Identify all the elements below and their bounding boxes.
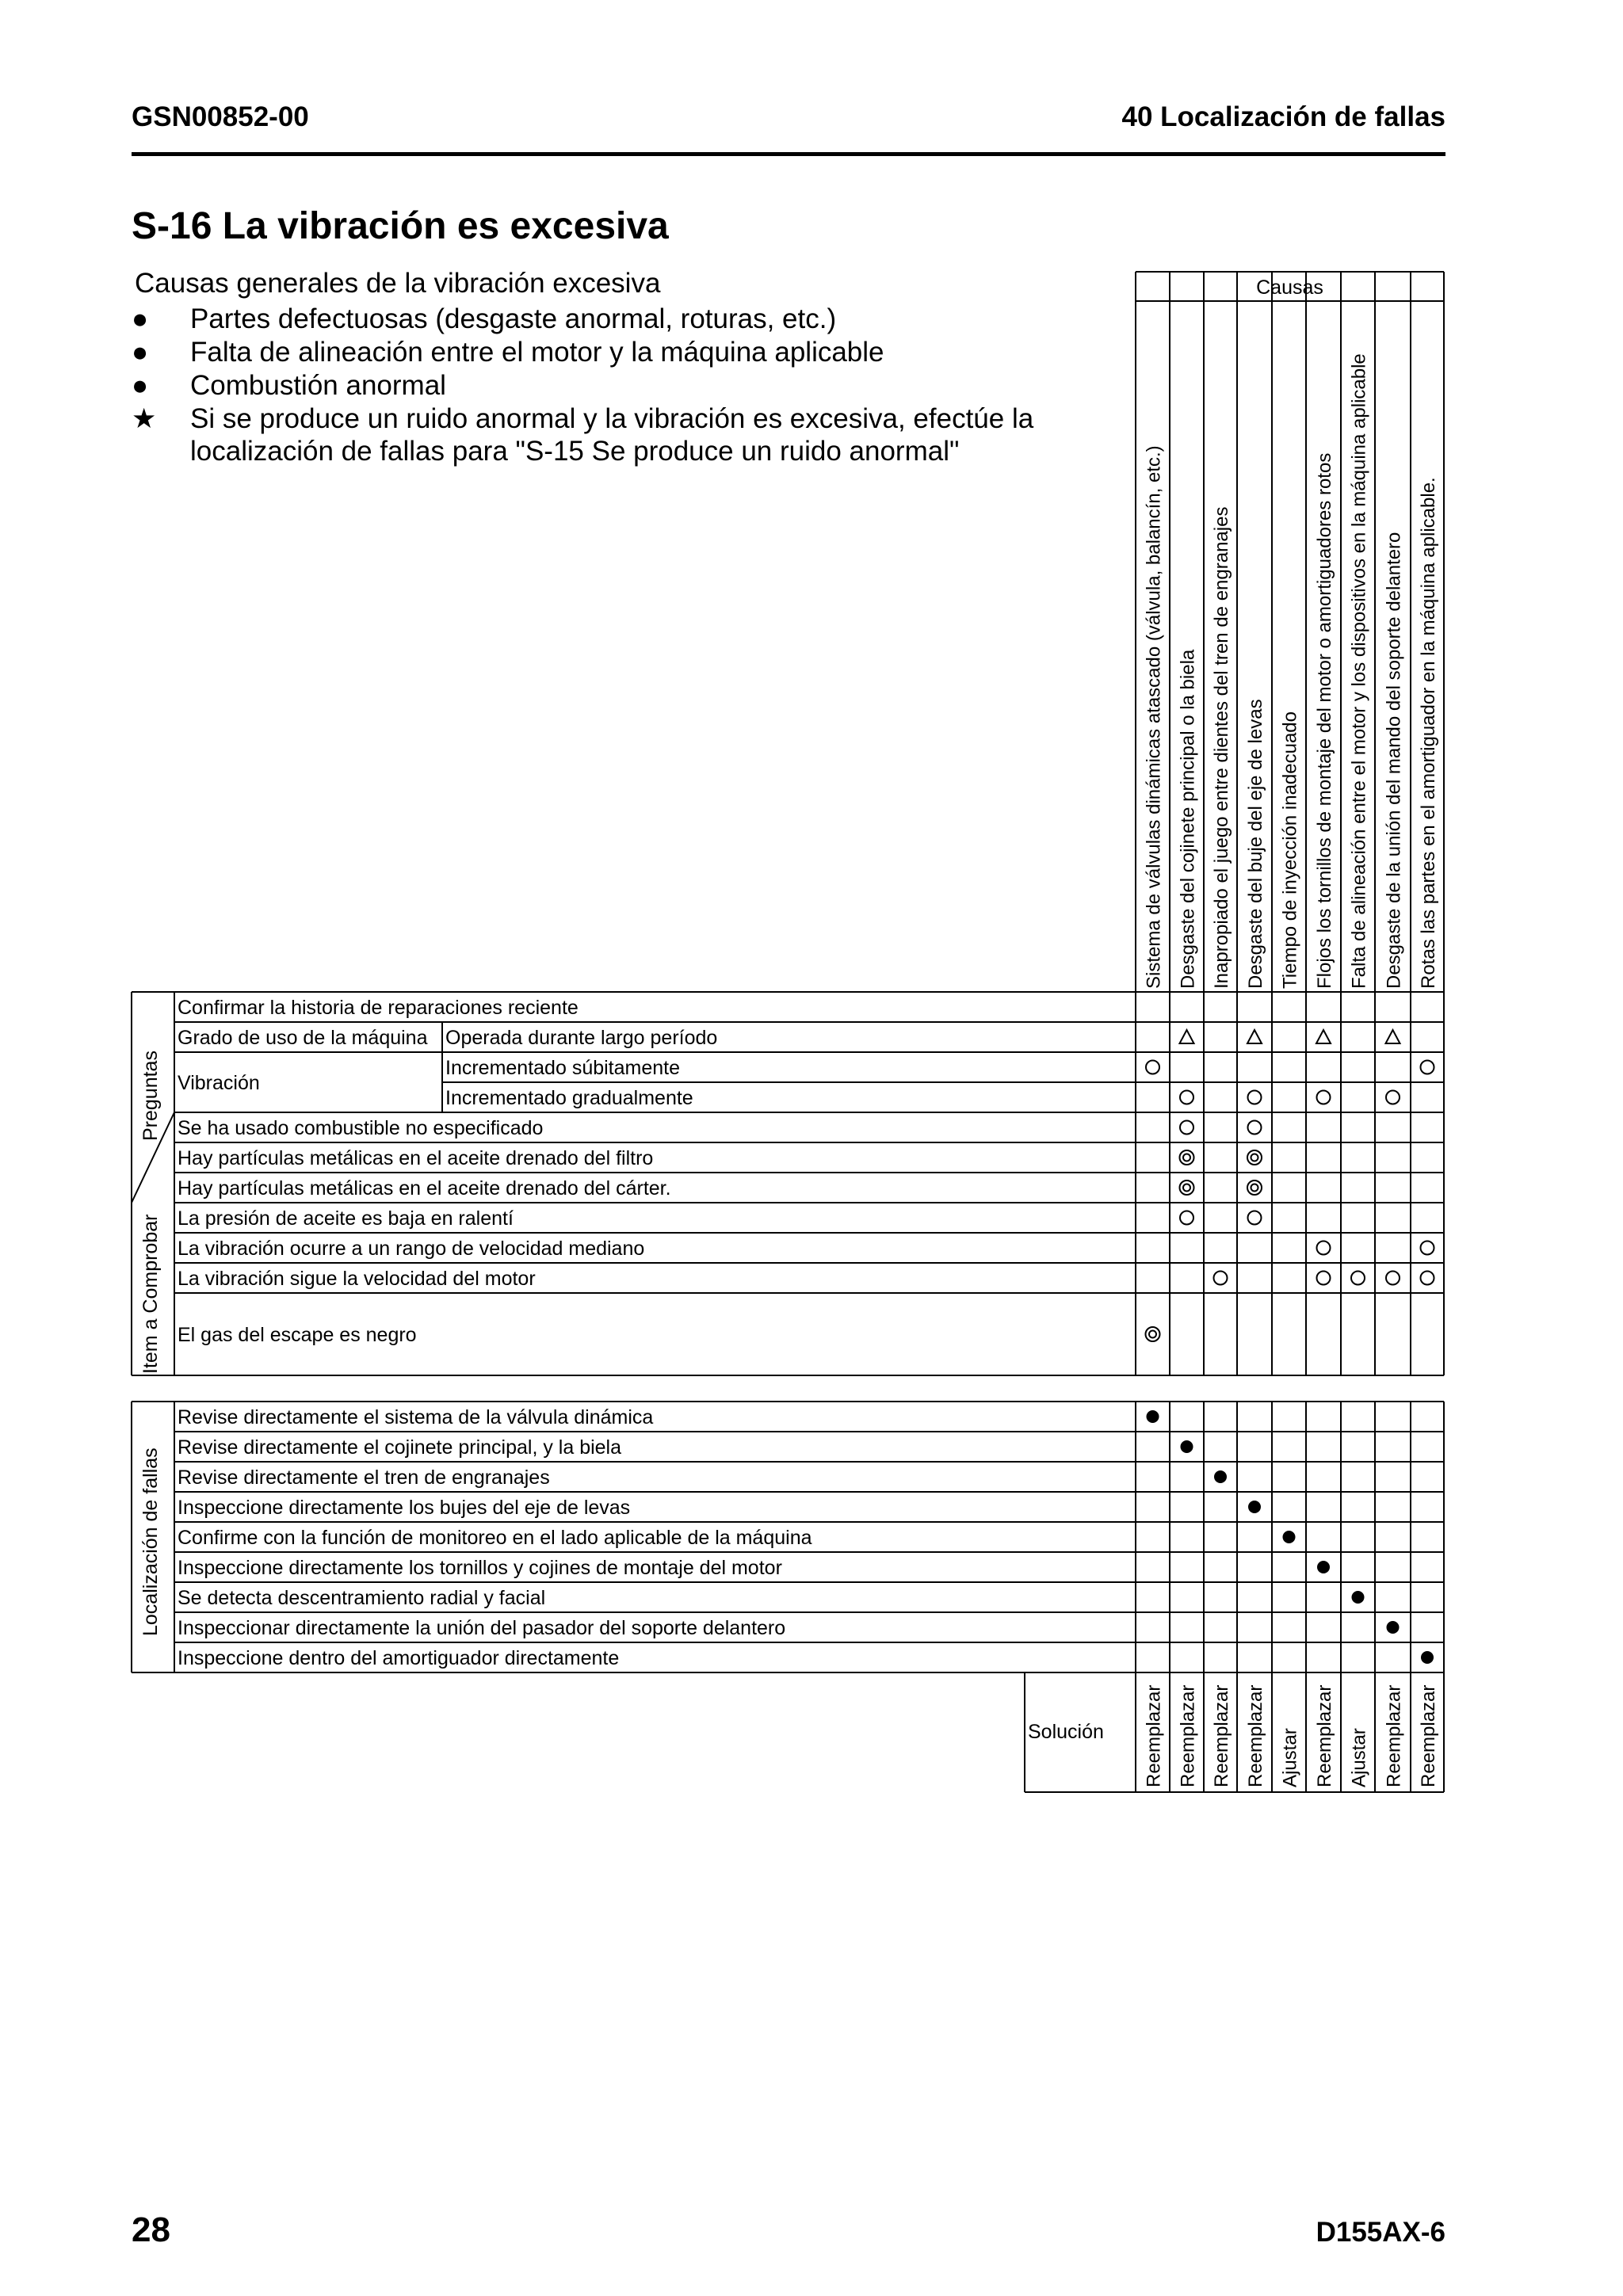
question-text: Vibración — [178, 1072, 260, 1094]
action-text: Inspeccione directamente los bujes del eje de levas — [178, 1497, 631, 1519]
circle-mark — [1214, 1272, 1228, 1285]
star-icon: ★ — [132, 403, 157, 434]
solid-dot-mark — [1421, 1651, 1434, 1664]
double-circle-mark — [1247, 1180, 1262, 1195]
question-subtext: Incrementado súbitamente — [445, 1057, 681, 1079]
solution-text: Reemplazar — [1143, 1684, 1165, 1787]
circle-mark — [1248, 1091, 1262, 1104]
page-number: 28 — [132, 2210, 170, 2249]
bullet-icon: ● — [132, 337, 149, 368]
double-circle-mark — [1247, 1150, 1262, 1165]
solution-text: Reemplazar — [1177, 1684, 1199, 1787]
circle-mark — [1180, 1121, 1193, 1135]
causes-header: Causas — [1256, 277, 1323, 299]
question-text: La vibración ocurre a un rango de velocidad mediano — [178, 1238, 645, 1260]
page-title: S-16 La vibración es excesiva — [132, 205, 669, 247]
question-text: Se ha usado combustible no especificado — [178, 1117, 544, 1139]
circle-mark — [1146, 1061, 1159, 1074]
cause-label: Inapropiado el juego entre dientes del tren de engranajes — [1211, 506, 1232, 989]
cause-label: Desgaste de la unión del mando del soporte delantero — [1383, 532, 1405, 989]
question-text: La presión de aceite es baja en ralentí — [178, 1207, 514, 1230]
troubleshoot-label: Localización de fallas — [139, 1447, 162, 1636]
cause-label: Tiempo de inyección inadecuado — [1279, 711, 1301, 989]
check-items-label: Item a Comprobar — [139, 1214, 162, 1374]
document-id: GSN00852-00 — [132, 101, 309, 132]
circle-mark — [1317, 1272, 1331, 1285]
action-text: Revise directamente el cojinete principal, y la biela — [178, 1436, 622, 1459]
action-text: Confirme con la función de monitoreo en el lado aplicable de la máquina — [178, 1527, 812, 1549]
double-circle-mark — [1180, 1150, 1194, 1165]
cause-label: Rotas las partes en el amortiguador en la máquina aplicable. — [1418, 477, 1439, 989]
circle-mark — [1421, 1272, 1434, 1285]
circle-mark — [1421, 1061, 1434, 1074]
cause-label: Sistema de válvulas dinámicas atascado (válvula, balancín, etc.) — [1143, 445, 1165, 989]
section-title: 40 Localización de fallas — [1121, 101, 1445, 132]
cause-label: Desgaste del buje del eje de levas — [1245, 699, 1266, 989]
double-circle-inner — [1251, 1154, 1258, 1161]
bullet-text: Combustión anormal — [190, 370, 446, 401]
solid-dot-mark — [1352, 1591, 1365, 1604]
solid-dot-mark — [1214, 1470, 1227, 1483]
bullet-text: Partes defectuosas (desgaste anormal, roturas, etc.) — [190, 303, 837, 334]
bullet-icon: ● — [132, 370, 149, 401]
double-circle-mark — [1180, 1180, 1194, 1195]
solution-text: Reemplazar — [1383, 1684, 1405, 1787]
action-text: Inspeccione directamente los tornillos y cojines de montaje del motor — [178, 1557, 782, 1579]
solid-dot-mark — [1147, 1410, 1159, 1423]
cause-label: Desgaste del cojinete principal o la biela — [1177, 649, 1199, 989]
question-subtext: Incrementado gradualmente — [445, 1087, 693, 1109]
triangle-mark — [1316, 1030, 1331, 1043]
cause-label: Falta de alineación entre el motor y los dispositivos en la máquina aplicable — [1348, 353, 1370, 989]
question-text: Hay partículas metálicas en el aceite drenado del cárter. — [178, 1177, 671, 1199]
circle-mark — [1180, 1091, 1193, 1104]
triangle-mark — [1386, 1030, 1400, 1043]
bullet-text: Si se produce un ruido anormal y la vibración es excesiva, efectúe la localización de fallas para "S-15 Se produce un ruido anormal" — [190, 403, 1034, 467]
circle-mark — [1351, 1272, 1365, 1285]
solid-dot-mark — [1181, 1440, 1193, 1453]
triangle-mark — [1247, 1030, 1262, 1043]
question-text: Grado de uso de la máquina — [178, 1027, 428, 1049]
solution-text: Reemplazar — [1245, 1684, 1266, 1787]
double-circle-inner — [1183, 1184, 1190, 1192]
circle-mark — [1248, 1121, 1262, 1135]
intro-heading: Causas generales de la vibración excesiva — [135, 268, 661, 299]
solution-text: Reemplazar — [1211, 1684, 1232, 1787]
cause-label: Flojos los tornillos de montaje del motor o amortiguadores rotos — [1314, 452, 1335, 989]
solid-dot-mark — [1248, 1501, 1261, 1513]
questions-label: Preguntas — [139, 1051, 162, 1141]
model-code: D155AX-6 — [1316, 2217, 1445, 2248]
bullet-icon: ● — [132, 303, 149, 334]
circle-mark — [1386, 1272, 1400, 1285]
double-circle-mark — [1146, 1327, 1160, 1341]
action-text: Revise directamente el tren de engranajes — [178, 1466, 550, 1489]
solution-label: Solución — [1028, 1721, 1104, 1743]
solution-text: Ajustar — [1279, 1728, 1301, 1787]
double-circle-inner — [1251, 1184, 1258, 1192]
circle-mark — [1317, 1091, 1331, 1104]
solid-dot-mark — [1283, 1531, 1296, 1543]
action-text: Inspeccionar directamente la unión del pasador del soporte delantero — [178, 1617, 786, 1639]
question-subtext: Operada durante largo período — [445, 1027, 718, 1049]
action-text: Revise directamente el sistema de la válvula dinámica — [178, 1406, 654, 1428]
solid-dot-mark — [1387, 1621, 1400, 1634]
solution-text: Reemplazar — [1418, 1684, 1439, 1787]
solution-text: Reemplazar — [1314, 1684, 1335, 1787]
triangle-mark — [1180, 1030, 1194, 1043]
circle-mark — [1317, 1241, 1331, 1255]
action-text: Inspeccione dentro del amortiguador directamente — [178, 1647, 620, 1669]
question-text: El gas del escape es negro — [178, 1324, 417, 1346]
double-circle-inner — [1149, 1331, 1156, 1338]
circle-mark — [1386, 1091, 1400, 1104]
circle-mark — [1248, 1211, 1262, 1225]
action-text: Se detecta descentramiento radial y facial — [178, 1587, 546, 1609]
bullet-text: Falta de alineación entre el motor y la máquina aplicable — [190, 337, 884, 368]
question-text: Hay partículas metálicas en el aceite drenado del filtro — [178, 1147, 654, 1169]
question-text: La vibración sigue la velocidad del motor — [178, 1268, 536, 1290]
solid-dot-mark — [1317, 1561, 1330, 1573]
circle-mark — [1180, 1211, 1193, 1225]
double-circle-inner — [1183, 1154, 1190, 1161]
question-text: Confirmar la historia de reparaciones reciente — [178, 997, 579, 1019]
solution-text: Ajustar — [1348, 1728, 1370, 1787]
circle-mark — [1421, 1241, 1434, 1255]
